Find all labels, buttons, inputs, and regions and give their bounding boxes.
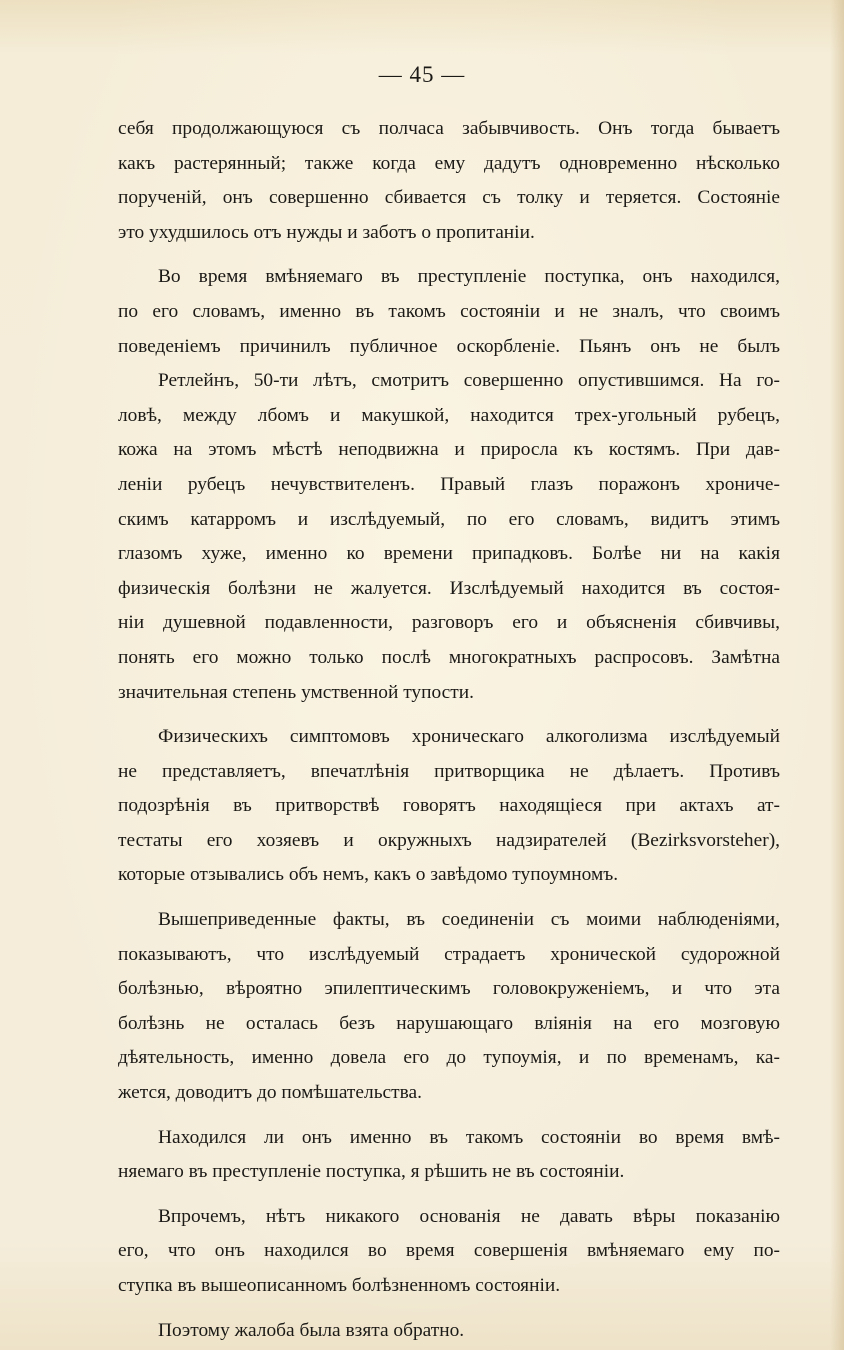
text-line: леніи рубецъ нечувствителенъ. Правый глазъ поражонъ хрониче- (118, 473, 780, 495)
text-line: Вышеприведенные факты, въ соединеніи съ моими наблюденіями, (158, 909, 780, 931)
paragraph (118, 364, 780, 710)
text-line: кожа на этомъ мѣстѣ неподвижна и приросла къ костямъ. При дав- (118, 439, 780, 461)
text-line: глазомъ хуже, именно ко времени припадковъ. Болѣе ни на какія (118, 543, 780, 565)
text-line: жется, доводитъ до помѣшательства. (118, 1082, 422, 1104)
text-line: Физическихъ симптомовъ хроническаго алкоголизма изслѣдуемый (158, 726, 780, 748)
text-line: поведеніемъ причинилъ публичное оскорбленіе. Пьянъ онъ не былъ (118, 335, 780, 357)
text-line: Поэтому жалоба была взята обратно. (158, 1319, 465, 1341)
text-line: тестаты его хозяевъ и окружныхъ надзирателей (Bezirksvorsteher), (118, 829, 780, 851)
text-line: себя продолжающуюся съ полчаса забывчивость. Онъ тогда бываетъ (118, 118, 780, 139)
paragraph (118, 260, 780, 364)
text-line: физическія болѣзни не жалуется. Изслѣдуемый находится въ состоя- (118, 577, 780, 599)
body-text (118, 112, 780, 1348)
text-line: порученій, онъ совершенно сбивается съ толку и теряется. Состояніе (118, 187, 780, 209)
text-line: Ретлейнъ, 50-ти лѣтъ, смотритъ совершенно опустившимся. На го- (158, 370, 780, 392)
paragraph (118, 1314, 780, 1349)
text-line: ніи душевной подавленности, разговоръ его и объясненія сбивчивы, (118, 612, 780, 634)
text-line: болѣзнь не осталась безъ нарушающаго вліянія на его мозговую (118, 1012, 780, 1034)
paragraph (118, 903, 780, 1111)
text-line: болѣзнью, вѣроятно эпилептическимъ головокруженіемъ, и что эта (118, 978, 780, 1000)
text-line: по его словамъ, именно въ такомъ состояніи и не зналъ, что своимъ (118, 300, 780, 322)
paragraph (118, 112, 780, 250)
text-line: это ухудшилось отъ нужды и заботъ о пропитаніи. (118, 221, 535, 243)
text-line: которые отзывались объ немъ, какъ о завѣдомо тупоумномъ. (118, 864, 619, 886)
paragraph (118, 1121, 780, 1190)
text-line: няемаго въ преступленіе поступка, я рѣшить не въ состояніи. (118, 1161, 625, 1183)
text-line: скимъ катарромъ и изслѣдуемый, по его словамъ, видитъ этимъ (118, 508, 780, 530)
page-edge-shadow (830, 0, 844, 1350)
page-number: — 45 — (378, 62, 466, 87)
text-line: ступка въ вышеописанномъ болѣзненномъ состояніи. (118, 1275, 561, 1296)
paragraph (118, 720, 780, 893)
text-line: Впрочемъ, нѣтъ никакого основанія не давать вѣры показанію (158, 1205, 780, 1227)
text-line: ловѣ, между лбомъ и макушкой, находится трех-угольный рубецъ, (118, 404, 780, 426)
text-line: дѣятельность, именно довела его до тупоумія, и по временамъ, ка- (118, 1047, 780, 1069)
text-line: подозрѣнія въ притворствѣ говорятъ находящіеся при актахъ ат- (118, 795, 780, 817)
text-line: показываютъ, что изслѣдуемый страдаетъ хронической судорожной (118, 943, 780, 965)
text-line: не представляетъ, впечатлѣнія притворщика не дѣлаетъ. Противъ (118, 760, 780, 782)
text-line: его, что онъ находился во время совершенія вмѣняемаго ему по- (118, 1240, 780, 1262)
text-line: какъ растерянный; также когда ему дадутъ одновременно нѣсколько (118, 152, 780, 174)
text-line: понять его можно только послѣ многократныхъ распросовъ. Замѣтна (118, 646, 780, 668)
text-line: Находился ли онъ именно въ такомъ состояніи во время вмѣ- (158, 1126, 780, 1148)
text-line: значительная степень умственной тупости. (118, 681, 474, 703)
paragraph (118, 1200, 780, 1304)
text-line: Во время вмѣняемаго въ преступленіе поступка, онъ находился, (158, 266, 780, 288)
